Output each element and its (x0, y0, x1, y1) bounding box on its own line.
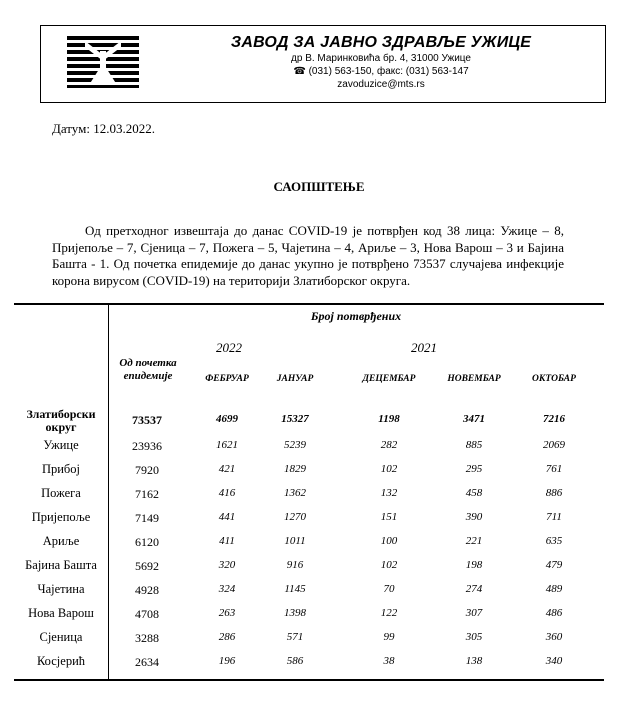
month-header: ЈАНУАР (276, 374, 314, 384)
month-value-cell: 489 (545, 583, 563, 595)
month-value-cell: 916 (286, 559, 304, 571)
month-value-cell: 198 (465, 559, 483, 571)
month-value-cell: 885 (465, 439, 483, 451)
month-value-cell: 360 (545, 631, 563, 643)
month-value-cell: 2069 (543, 439, 565, 451)
table-row-label: Пожега (41, 486, 81, 500)
institute-phone: ☎ (031) 563-150, факс: (031) 563-147 (293, 66, 469, 77)
institute-logo (59, 33, 147, 91)
month-value-cell: 307 (465, 607, 483, 619)
month-value-cell: 122 (380, 607, 398, 619)
month-value-cell: 7216 (543, 413, 565, 425)
table-row-label: Сјеница (39, 630, 83, 644)
month-value-cell: 102 (380, 559, 398, 571)
since-start-header: Од почетка епидемије (119, 357, 177, 382)
total-cell: 7920 (135, 463, 159, 477)
month-value-cell: 70 (383, 583, 395, 595)
month-value-cell: 1829 (284, 463, 306, 475)
year-2022-header: 2022 (216, 340, 242, 355)
month-value-cell: 138 (465, 655, 483, 667)
month-value-cell: 100 (380, 535, 398, 547)
month-header: ФЕБРУАР (205, 374, 249, 384)
month-value-cell: 1398 (284, 607, 306, 619)
month-value-cell: 421 (218, 463, 236, 475)
total-cell: 3288 (135, 631, 159, 645)
month-value-cell: 3471 (463, 413, 485, 425)
month-value-cell: 711 (546, 511, 562, 523)
year-2021-header: 2021 (411, 340, 437, 355)
month-value-cell: 761 (545, 463, 563, 475)
institute-email: zavoduzice@mts.rs (337, 79, 425, 90)
month-value-cell: 4699 (216, 413, 238, 425)
month-value-cell: 320 (218, 559, 236, 571)
total-cell: 6120 (135, 535, 159, 549)
month-value-cell: 390 (465, 511, 483, 523)
month-value-cell: 486 (545, 607, 563, 619)
month-value-cell: 411 (219, 535, 235, 547)
month-value-cell: 286 (218, 631, 236, 643)
total-cell: 23936 (132, 439, 162, 453)
month-value-cell: 102 (380, 463, 398, 475)
month-value-cell: 586 (286, 655, 304, 667)
month-value-cell: 1621 (216, 439, 238, 451)
month-value-cell: 458 (465, 487, 483, 499)
month-value-cell: 151 (380, 511, 398, 523)
table-row-label: Прибој (41, 462, 81, 476)
month-value-cell: 221 (465, 535, 483, 547)
report-paragraph: Од претходног извештаја до данас COVID-19 је потврђен код 38 лица: Ужице – 8, Пријепоље – 7, Сјеница – 7, Пожега – 5, Чајетина – 4, Ариље – 3, Нова Варош – 3 и Бајина Башта - 1. Од почетка епидемије до данас укупно је потврђено 73537 случајева инфекције корона вирусом (COVID-19) на територији Златиборског округа. (52, 223, 564, 288)
table-row-label: Пријепоље (31, 510, 91, 524)
month-value-cell: 441 (218, 511, 236, 523)
month-value-cell: 479 (545, 559, 563, 571)
total-cell: 7149 (135, 511, 159, 525)
month-value-cell: 1362 (284, 487, 306, 499)
table-row-label: Ужице (43, 438, 79, 452)
total-cell: 4708 (135, 607, 159, 621)
month-header: ДЕЦЕМБАР (362, 374, 416, 384)
institute-name: ЗАВОД ЗА ЈАВНО ЗДРАВЉЕ УЖИЦЕ (230, 34, 532, 51)
total-cell: 73537 (132, 413, 162, 427)
month-value-cell: 274 (465, 583, 483, 595)
month-value-cell: 196 (218, 655, 236, 667)
cases-table (14, 303, 604, 681)
month-value-cell: 295 (465, 463, 483, 475)
month-value-cell: 282 (380, 439, 398, 451)
month-value-cell: 15327 (281, 413, 309, 425)
letterhead (40, 25, 606, 103)
month-value-cell: 1011 (284, 535, 306, 547)
month-value-cell: 886 (545, 487, 563, 499)
table-super-header: Број потврђених (310, 309, 402, 323)
institute-address: др В. Маринковића бр. 4, 31000 Ужице (291, 53, 471, 64)
table-row-label: Ариље (42, 534, 80, 548)
total-cell: 4928 (135, 583, 159, 597)
month-value-cell: 635 (545, 535, 563, 547)
table-row-label: Златиборски округ (26, 407, 96, 434)
total-cell: 2634 (135, 655, 159, 669)
month-value-cell: 416 (218, 487, 236, 499)
month-value-cell: 1198 (378, 413, 400, 425)
month-value-cell: 1145 (284, 583, 306, 595)
month-header: ОКТОБАР (532, 374, 576, 384)
total-cell: 5692 (135, 559, 159, 573)
month-value-cell: 5239 (284, 439, 306, 451)
table-row-label: Чајетина (37, 582, 85, 596)
month-value-cell: 38 (383, 655, 395, 667)
table-row-label: Бајина Башта (25, 558, 97, 572)
month-value-cell: 132 (380, 487, 398, 499)
month-value-cell: 305 (465, 631, 483, 643)
month-value-cell: 324 (218, 583, 236, 595)
month-value-cell: 1270 (284, 511, 306, 523)
table-row-label: Косјерић (36, 654, 86, 668)
document-title: САОПШТЕЊЕ (273, 179, 365, 194)
total-cell: 7162 (135, 487, 159, 501)
month-header: НОВЕМБАР (447, 374, 501, 384)
month-value-cell: 571 (286, 631, 304, 643)
month-value-cell: 340 (545, 655, 563, 667)
month-value-cell: 99 (383, 631, 395, 643)
document-date: Датум: 12.03.2022. (52, 121, 155, 136)
month-value-cell: 263 (218, 607, 236, 619)
table-row-label: Нова Варош (28, 606, 94, 620)
